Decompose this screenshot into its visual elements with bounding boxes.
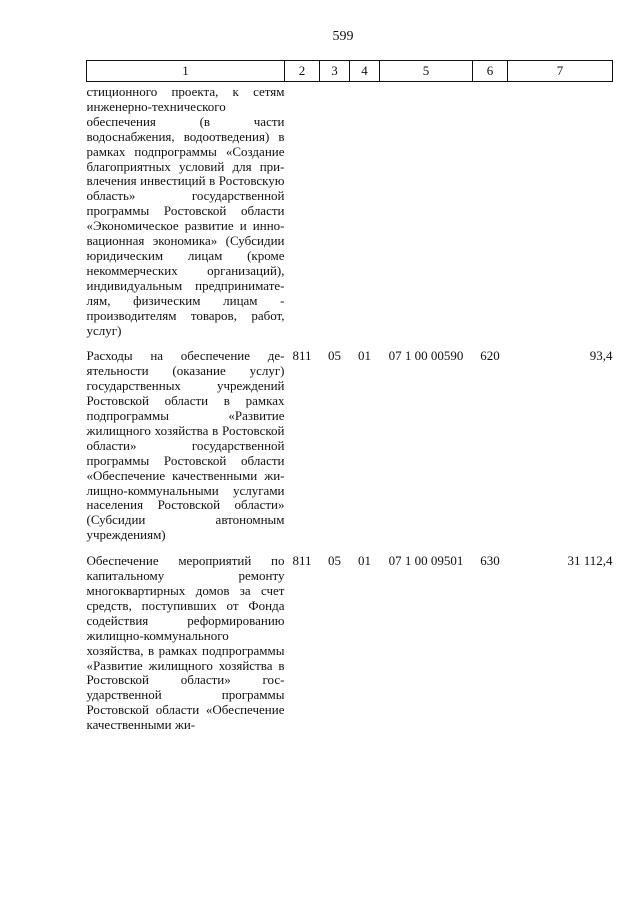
row-description: стиционного проекта, к сетям инженерно-технического обеспечения (в части водоснабжения, водоотведения) в рамках подпрограммы «Создание благоприятных условий для привлечения инвестиций в Ростовскую область» государственной программы Ростовской области «Экономическое развитие и инновационная экономика» (Субсидии юридическим лицам (кроме некоммерческих организаций), индивидуальным предпринимателям, физическим лицам - производителям товаров, работ, услуг)	[86, 84, 285, 338]
header-col-5: 5	[380, 61, 473, 82]
row-col-4: 01	[358, 348, 371, 364]
row-col-6	[473, 82, 508, 339]
row-col-3: 05	[328, 553, 341, 569]
row-col-2: 811	[292, 553, 312, 569]
header-col-3: 3	[320, 61, 350, 82]
table-row	[87, 82, 613, 339]
row-col-5	[380, 82, 473, 339]
header-col-6: 6	[473, 61, 508, 82]
row-col-3: 05	[328, 348, 341, 364]
row-col-7	[508, 82, 613, 339]
table-row	[87, 338, 613, 543]
row-col-7: 93,4	[589, 348, 613, 364]
row-col-6: 620	[480, 348, 500, 364]
header-col-2: 2	[285, 61, 320, 82]
row-col-3	[320, 82, 350, 339]
row-col-2: 811	[292, 348, 312, 364]
row-col-7: 31 112,4	[567, 553, 613, 569]
page-number: 599	[332, 29, 354, 44]
table-row	[87, 543, 613, 733]
table-header-row	[87, 61, 613, 82]
row-description: Обеспечение мероприятий по капитальному ремонту многоквартирных домов за счет средств, поступивших от Фонда содействия реформированию жилищно-коммунального хозяйства, в рамках подпрограммы «Развитие жилищного хозяйства в Ростовской области» государственной программы Ростовской области «Обеспечение качественными жи-	[86, 553, 285, 733]
header-col-4: 4	[350, 61, 380, 82]
row-col-5: 07 1 00 09501	[388, 553, 464, 569]
row-col-5: 07 1 00 00590	[388, 348, 464, 364]
row-col-4: 01	[358, 553, 371, 569]
header-col-1: 1	[87, 61, 285, 82]
row-description: Расходы на обеспечение деятельности (оказание услуг) государственных учреждений Ростовской области в рамках подпрограммы «Развитие жилищного хозяйства в Ростовской области» государственной программы Ростовской области «Обеспечение качественными жилищно-коммунальными услугами населения Ростовской области» (Субсидии автономным учреждениям)	[86, 348, 285, 543]
row-col-6: 630	[480, 553, 500, 569]
row-col-4	[350, 82, 380, 339]
budget-table	[86, 60, 613, 733]
row-col-2	[285, 82, 320, 339]
header-col-7: 7	[508, 61, 613, 82]
